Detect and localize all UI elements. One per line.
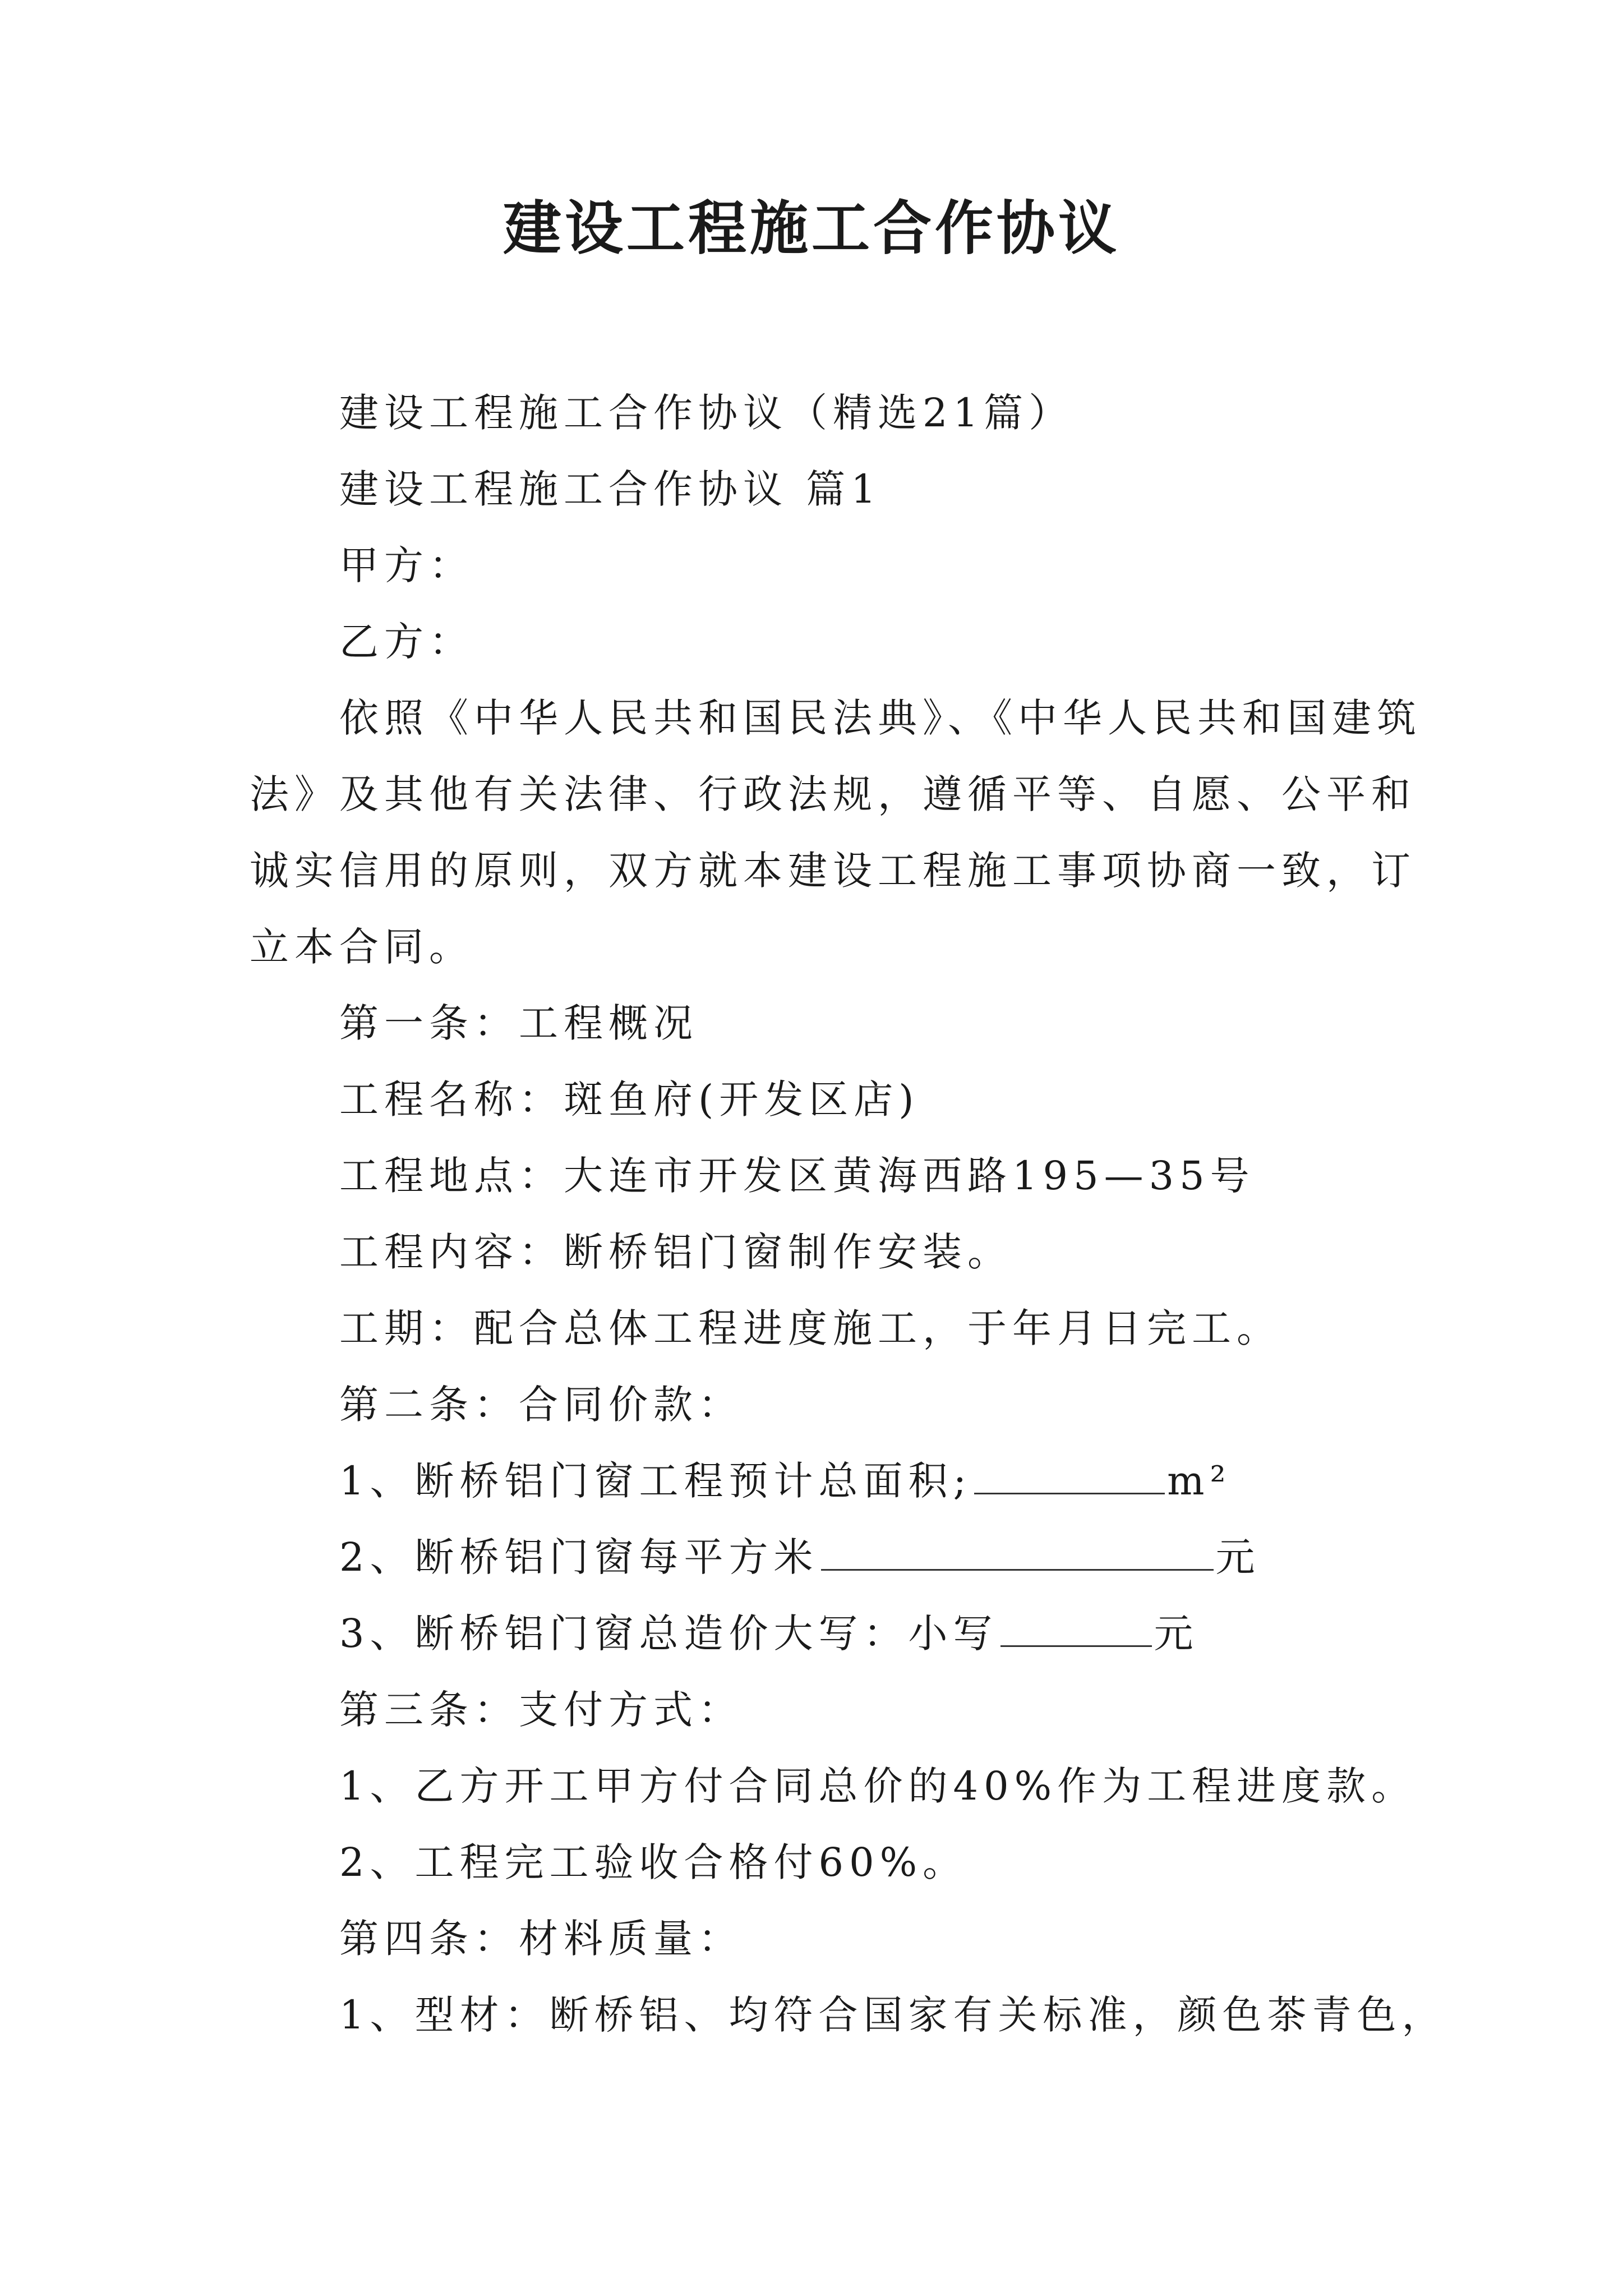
intro-line: 诚实信用的原则，双方就本建设工程施工事项协商一致，订: [250, 848, 1416, 894]
document-body: [250, 375, 1447, 2053]
intro-line: 法》及其他有关法律、行政法规，遵循平等、自愿、公平和: [250, 771, 1416, 817]
section-heading: 建设工程施工合作协议 篇1: [339, 466, 882, 512]
article-2-heading: 第二条：合同价款：: [339, 1382, 743, 1428]
project-name-line: 工程名称：斑鱼府(开发区店): [339, 1076, 920, 1122]
article-1-heading: 第一条：工程概况: [339, 1000, 698, 1046]
page-title: 建设工程施工合作协议: [502, 194, 1120, 263]
fill-in-blank: [974, 1458, 1165, 1494]
project-content-line: 工程内容：断桥铝门窗制作安装。: [339, 1229, 1012, 1275]
price-item-1: [250, 1443, 1394, 1519]
article-4-heading: 第四条：材料质量：: [339, 1916, 743, 1962]
intro-line: 立本合同。: [250, 924, 474, 970]
material-item-1: 1、型材：断桥铝、均符合国家有关标准，颜色茶青色，: [339, 1992, 1447, 2038]
payment-item-2: 2、工程完工验收合格付60%。: [339, 1839, 968, 1885]
price-item-3-label: 3、断桥铝门窗总造价大写：小写: [339, 1611, 998, 1657]
price-item-1-label: 1、断桥铝门窗工程预计总面积;: [339, 1458, 972, 1504]
payment-item-1: 1、乙方开工甲方付合同总价的40%作为工程进度款。: [339, 1763, 1417, 1809]
intro-line: 依照《中华人民共和国民法典》、《中华人民共和国建筑: [339, 695, 1422, 741]
article-3-heading: 第三条：支付方式：: [339, 1687, 743, 1733]
project-site-line: 工程地点：大连市开发区黄海西路195—35号: [339, 1153, 1255, 1199]
party-a-line: 甲方：: [339, 542, 474, 588]
price-item-2: [250, 1519, 1394, 1595]
project-period-line: 工期：配合总体工程进度施工，于年月日完工。: [339, 1305, 1281, 1351]
party-b-line: 乙方：: [339, 619, 474, 665]
fill-in-blank: [821, 1534, 1214, 1571]
price-item-2-label: 2、断桥铝门窗每平方米: [339, 1534, 819, 1580]
intro-paragraph: [250, 680, 1422, 985]
price-item-3-unit: 元: [1154, 1611, 1199, 1657]
price-item-3: [250, 1595, 1394, 1672]
price-item-2-unit: 元: [1215, 1534, 1261, 1580]
subtitle-line: 建设工程施工合作协议（精选21篇）: [339, 390, 1074, 436]
price-item-1-unit: m²: [1167, 1458, 1232, 1504]
fill-in-blank: [1000, 1611, 1152, 1647]
